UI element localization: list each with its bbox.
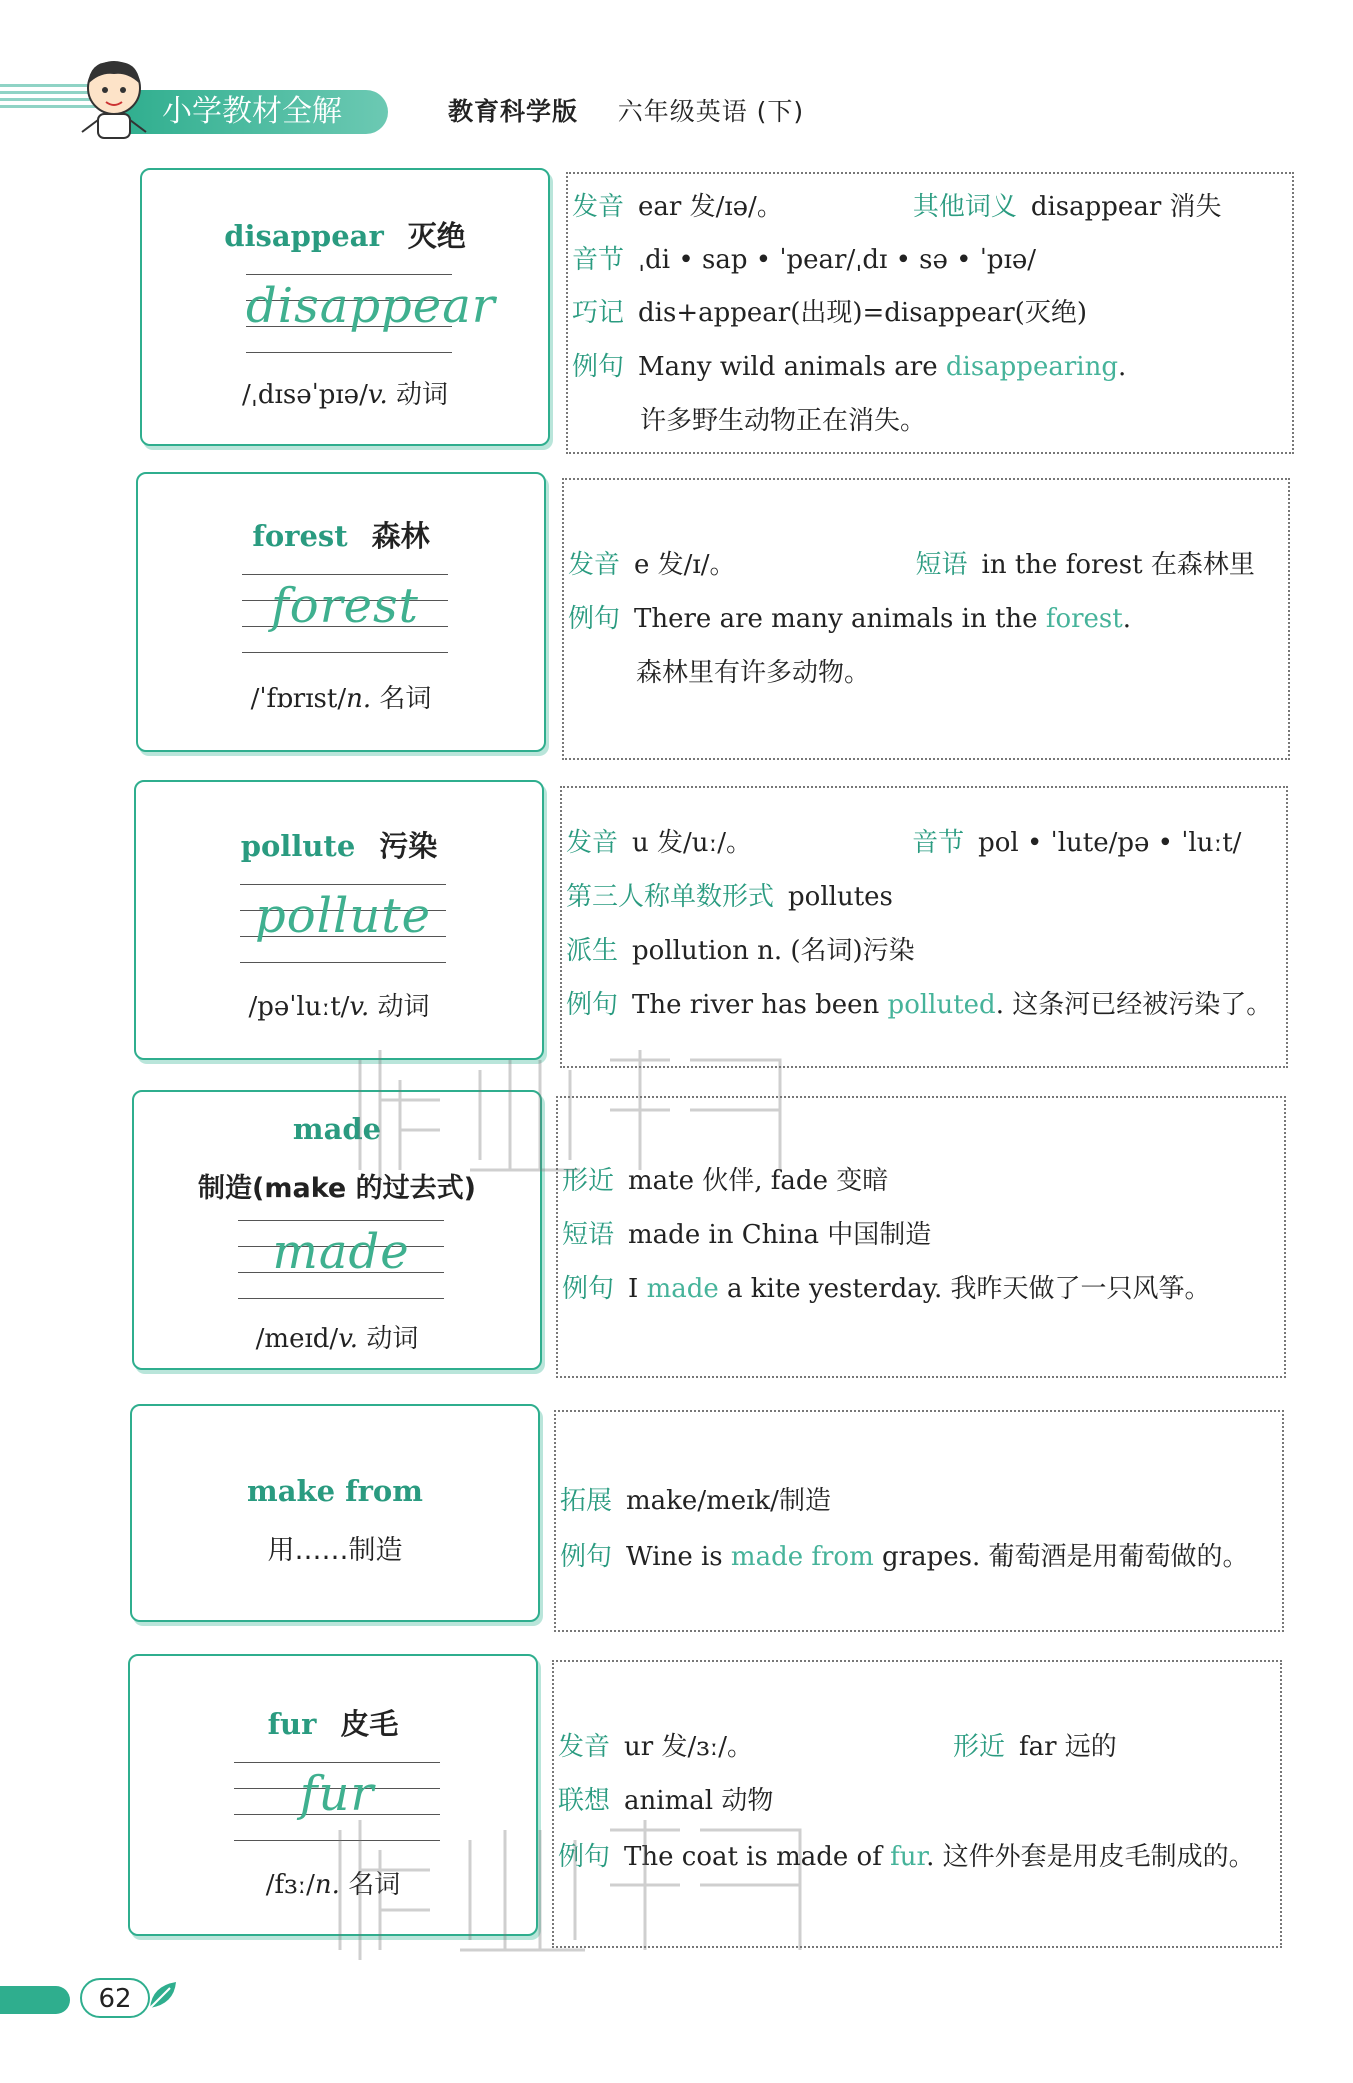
phonetic: /ˌdɪsəˈpɪə/ — [241, 380, 368, 410]
note-tag: 其他词义 — [912, 192, 1017, 222]
handwriting-lines — [242, 574, 448, 652]
note-tag: 短语 — [562, 1220, 615, 1250]
headword: disappear — [224, 219, 384, 253]
note-tag: 发音 — [572, 192, 625, 222]
part-of-speech: v. — [349, 992, 370, 1022]
note-text: ear 发/ɪə/。 — [638, 192, 783, 222]
word-card-forest — [136, 472, 546, 752]
example-text: There are many animals in the — [634, 604, 1046, 634]
translation-text: 许多野生动物正在消失。 — [640, 406, 927, 436]
note-text: in the forest 在森林里 — [981, 550, 1255, 580]
example-row — [572, 346, 1126, 383]
headword-meaning: 用……制造 — [267, 1535, 403, 1566]
note-row — [562, 1214, 931, 1251]
note-tag: 形近 — [952, 1732, 1005, 1762]
part-of-speech: v. — [367, 380, 388, 410]
note-text: pol • ˈlute/pə • ˈluːt/ — [978, 828, 1242, 858]
note-tag: 例句 — [562, 1274, 615, 1304]
handwriting-word: made — [272, 1224, 410, 1280]
leaf-icon — [146, 1978, 180, 2012]
phonetic-line — [134, 1318, 540, 1355]
notes-box-make-from — [554, 1410, 1284, 1632]
example-text: The river has been — [632, 990, 888, 1020]
note-tag: 派生 — [566, 936, 619, 966]
note-text: ur 发/ɜː/。 — [624, 1732, 753, 1762]
headword: fur — [267, 1707, 317, 1741]
footer-bar — [0, 1986, 70, 2014]
note-row — [572, 186, 1222, 223]
part-of-speech-cn: 名词 — [348, 1870, 401, 1900]
note-tag: 例句 — [560, 1542, 613, 1572]
phonetic-line — [138, 678, 544, 715]
note-text: make/meɪk/制造 — [626, 1486, 831, 1516]
note-row — [572, 292, 1087, 329]
example-row — [568, 598, 1131, 635]
note-tag: 例句 — [568, 604, 621, 634]
card-heading — [142, 214, 548, 255]
example-text: I — [628, 1274, 647, 1304]
note-row — [566, 822, 1241, 859]
handwriting-word: forest — [271, 578, 419, 634]
word-card-make-from — [130, 1404, 540, 1622]
note-tag: 音节 — [912, 828, 965, 858]
note-tag: 例句 — [566, 990, 619, 1020]
page-number: 62 — [80, 1978, 150, 2018]
part-of-speech: n. — [346, 684, 372, 714]
card-heading — [132, 1474, 538, 1508]
translation-row — [572, 400, 926, 437]
example-highlight: fur — [890, 1842, 927, 1872]
example-text: Many wild animals are — [638, 352, 946, 382]
handwriting-lines — [240, 884, 446, 962]
card-heading — [136, 824, 542, 865]
note-tag: 发音 — [558, 1732, 611, 1762]
headword: make from — [247, 1474, 423, 1508]
phonetic-line — [142, 374, 548, 411]
phonetic: /pəˈluːt/ — [248, 992, 350, 1022]
word-card-disappear — [140, 168, 550, 446]
phonetic: /ˈfɒrɪst/ — [250, 684, 347, 714]
example-row — [562, 1268, 1211, 1305]
note-tag: 第三人称单数形式 — [566, 882, 775, 912]
note-tag: 发音 — [568, 550, 621, 580]
card-heading — [138, 514, 544, 555]
series-title: 小学教材全解 — [118, 90, 388, 134]
example-highlight: forest — [1045, 604, 1123, 634]
example-text: grapes. 葡萄酒是用葡萄做的。 — [873, 1542, 1249, 1572]
headword-meaning: 制造(make 的过去式) — [198, 1173, 476, 1204]
book-info — [448, 92, 834, 128]
note-text: u 发/uː/。 — [632, 828, 753, 858]
publisher: 教育科学版 — [448, 97, 579, 126]
note-text: far 远的 — [1018, 1732, 1117, 1762]
note-text: made in China 中国制造 — [628, 1220, 932, 1250]
note-text: pollutes — [788, 882, 893, 912]
example-highlight: made — [646, 1274, 719, 1304]
note-row — [560, 1480, 831, 1517]
phonetic: /fɜː/ — [265, 1870, 315, 1900]
notes-box-disappear — [566, 172, 1294, 454]
note-tag: 巧记 — [572, 298, 625, 328]
example-text: . — [1117, 352, 1127, 382]
handwriting-word: disappear — [246, 278, 496, 334]
handwriting-word: pollute — [255, 888, 431, 944]
note-row — [566, 876, 893, 913]
note-text: pollution n. (名词)污染 — [632, 936, 915, 966]
phonetic: /meɪd/ — [255, 1324, 339, 1354]
note-text: mate 伙伴, fade 变暗 — [628, 1166, 889, 1196]
headword: made — [292, 1112, 382, 1146]
example-row — [560, 1536, 1248, 1573]
note-row — [568, 544, 1255, 581]
headword-meaning: 污染 — [379, 829, 438, 863]
note-tag: 形近 — [562, 1166, 615, 1196]
note-tag: 例句 — [558, 1842, 611, 1872]
headword-meaning: 皮毛 — [340, 1707, 399, 1741]
note-text: dis+appear(出现)=disappear(灭绝) — [638, 298, 1087, 328]
part-of-speech-cn: 动词 — [377, 992, 430, 1022]
note-tag: 音节 — [572, 245, 625, 275]
example-row — [566, 984, 1272, 1021]
note-text: e 发/ɪ/。 — [634, 550, 736, 580]
note-tag: 拓展 — [560, 1486, 613, 1516]
example-text: . 这条河已经被污染了。 — [995, 990, 1273, 1020]
headword: pollute — [240, 829, 356, 863]
note-row — [558, 1726, 1117, 1763]
note-tag: 发音 — [566, 828, 619, 858]
headword-meaning: 灭绝 — [407, 219, 466, 253]
headword: forest — [252, 519, 348, 553]
handwriting-word: fur — [299, 1766, 375, 1822]
note-text: disappear 消失 — [1030, 192, 1222, 222]
watermark-graphic — [320, 1810, 820, 1970]
part-of-speech-cn: 动词 — [395, 380, 448, 410]
card-heading — [130, 1702, 536, 1743]
note-text: ˌdi • sap • ˈpear/ˌdɪ • sə • ˈpɪə/ — [638, 245, 1037, 275]
note-tag: 例句 — [572, 352, 625, 382]
watermark-graphic — [340, 1040, 800, 1190]
translation-row — [568, 652, 870, 689]
example-text: Wine is — [626, 1542, 731, 1572]
note-row — [572, 239, 1036, 276]
grade-subject: 六年级英语 (下) — [617, 97, 805, 126]
example-highlight: disappearing — [945, 352, 1118, 382]
notes-box-pollute — [560, 786, 1288, 1068]
notes-box-forest — [562, 478, 1290, 760]
boy-mascot-icon — [68, 54, 160, 144]
example-text: . — [1122, 604, 1131, 634]
handwriting-lines — [238, 1220, 444, 1298]
part-of-speech-cn: 动词 — [366, 1324, 419, 1354]
headword-meaning: 森林 — [371, 519, 430, 553]
word-card-pollute — [134, 780, 544, 1060]
note-tag: 短语 — [915, 550, 968, 580]
phonetic-line — [136, 986, 542, 1023]
part-of-speech: v. — [338, 1324, 359, 1354]
example-text: a kite yesterday. 我昨天做了一只风筝。 — [718, 1274, 1211, 1304]
note-row — [566, 930, 915, 967]
part-of-speech: n. — [314, 1870, 340, 1900]
example-highlight: polluted — [887, 990, 996, 1020]
note-tag: 联想 — [558, 1786, 611, 1816]
translation-text: 森林里有许多动物。 — [636, 658, 871, 688]
handwriting-lines — [246, 274, 496, 352]
example-highlight: made from — [730, 1542, 874, 1572]
example-text: . 这件外套是用皮毛制成的。 — [926, 1842, 1255, 1872]
note-text: animal 动物 — [624, 1786, 774, 1816]
part-of-speech-cn: 名词 — [379, 684, 432, 714]
example-text: The coat is made of — [624, 1842, 891, 1872]
